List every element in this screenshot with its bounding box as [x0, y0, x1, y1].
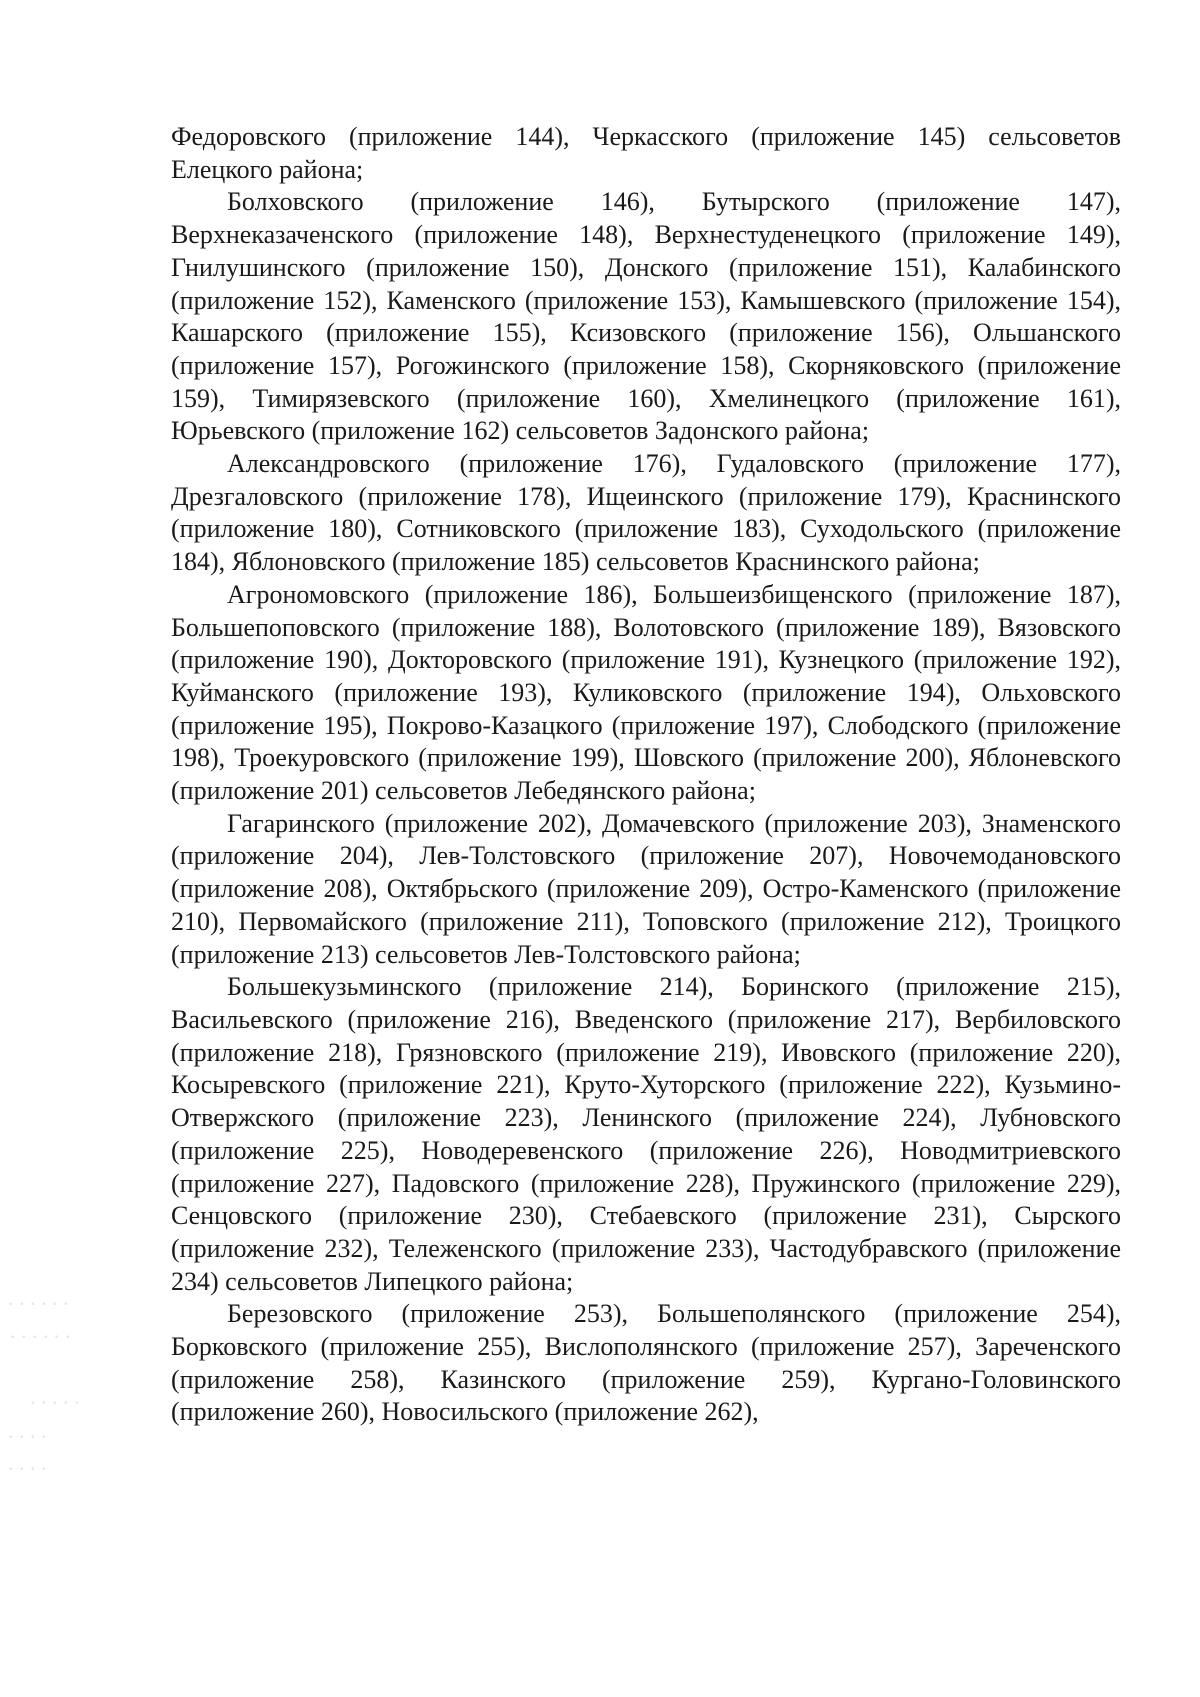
- paragraph-next-district: Березовского (приложение 253), Большеполянского (приложение 254), Борковского (приложение 255), Вислополянского (приложение 257), Зареченского (приложение 258), Казинского (приложение 259), Кургано-Головинского (приложение 260), Новосильского (приложение 262),: [171, 1299, 1121, 1427]
- scan-bleed-mark: . . . .: [8, 1418, 47, 1443]
- document-body: [171, 121, 1121, 1429]
- paragraph-zadonsk-district: Болховского (приложение 146), Бутырского (приложение 147), Верхнеказаченского (приложение 148), Верхнестуденецкого (приложение 149), Гнилушинского (приложение 150), Донского (приложение 151), Калабинского (приложение 152), Каменского (приложение 153), Камышевского (приложение 154), Кашарского (приложение 155), Ксизовского (приложение 156), Ольшанского (приложение 157), Рогожинского (приложение 158), Скорняковского (приложение 159), Тимирязевского (приложение 160), Хмелинецкого (приложение 161), Юрьевского (приложение 162) сельсоветов Задонского района;: [171, 187, 1121, 446]
- paragraph-lev-tolstoy-district: Гагаринского (приложение 202), Домачевского (приложение 203), Знаменского (приложение 204), Лев-Толстовского (приложение 207), Новочемодановского (приложение 208), Октябрьского (приложение 209), Остро-Каменского (приложение 210), Первомайского (приложение 211), Топовского (приложение 212), Троицкого (приложение 213) сельсоветов Лев-Толстовского района;: [171, 808, 1121, 969]
- scan-bleed-mark: . . . .: [8, 1450, 47, 1475]
- paragraph-lipetsk-district: Большекузьминского (приложение 214), Боринского (приложение 215), Васильевского (приложение 216), Введенского (приложение 217), Вербиловского (приложение 218), Грязновского (приложение 219), Ивовского (приложение 220), Косыревского (приложение 221), Круто-Хуторского (приложение 222), Кузьмино-Отвержского (приложение 223), Ленинского (приложение 224), Лубновского (приложение 225), Новодеревенского (приложение 226), Новодмитриевского (приложение 227), Падовского (приложение 228), Пружинского (приложение 229), Сенцовского (приложение 230), Стебаевского (приложение 231), Сырского (приложение 232), Тележенского (приложение 233), Частодубравского (приложение 234) сельсоветов Липецкого района;: [171, 972, 1121, 1296]
- paragraph-lebedyan-district: Агрономовского (приложение 186), Большеизбищенского (приложение 187), Большепоповского (приложение 188), Волотовского (приложение 189), Вязовского (приложение 190), Докторовского (приложение 191), Кузнецкого (приложение 192), Куйманского (приложение 193), Куликовского (приложение 194), Ольховского (приложение 195), Покрово-Казацкого (приложение 197), Слободского (приложение 198), Троекуровского (приложение 199), Шовского (приложение 200), Яблоневского (приложение 201) сельсоветов Лебедянского района;: [171, 579, 1121, 806]
- paragraph-yelets-district: Федоровского (приложение 144), Черкасского (приложение 145) сельсоветов Елецкого района;: [171, 122, 1121, 184]
- scan-bleed-mark: . . . . . .: [10, 1318, 71, 1343]
- scan-bleed-mark: . . . . . .: [8, 1285, 69, 1310]
- paragraph-krasnoye-district: Александровского (приложение 176), Гудаловского (приложение 177), Дрезгаловского (приложение 178), Ищеинского (приложение 179), Краснинского (приложение 180), Сотниковского (приложение 183), Суходольского (приложение 184), Яблоновского (приложение 185) сельсоветов Краснинского района;: [171, 449, 1121, 577]
- scan-bleed-mark: . . . . .: [30, 1384, 80, 1409]
